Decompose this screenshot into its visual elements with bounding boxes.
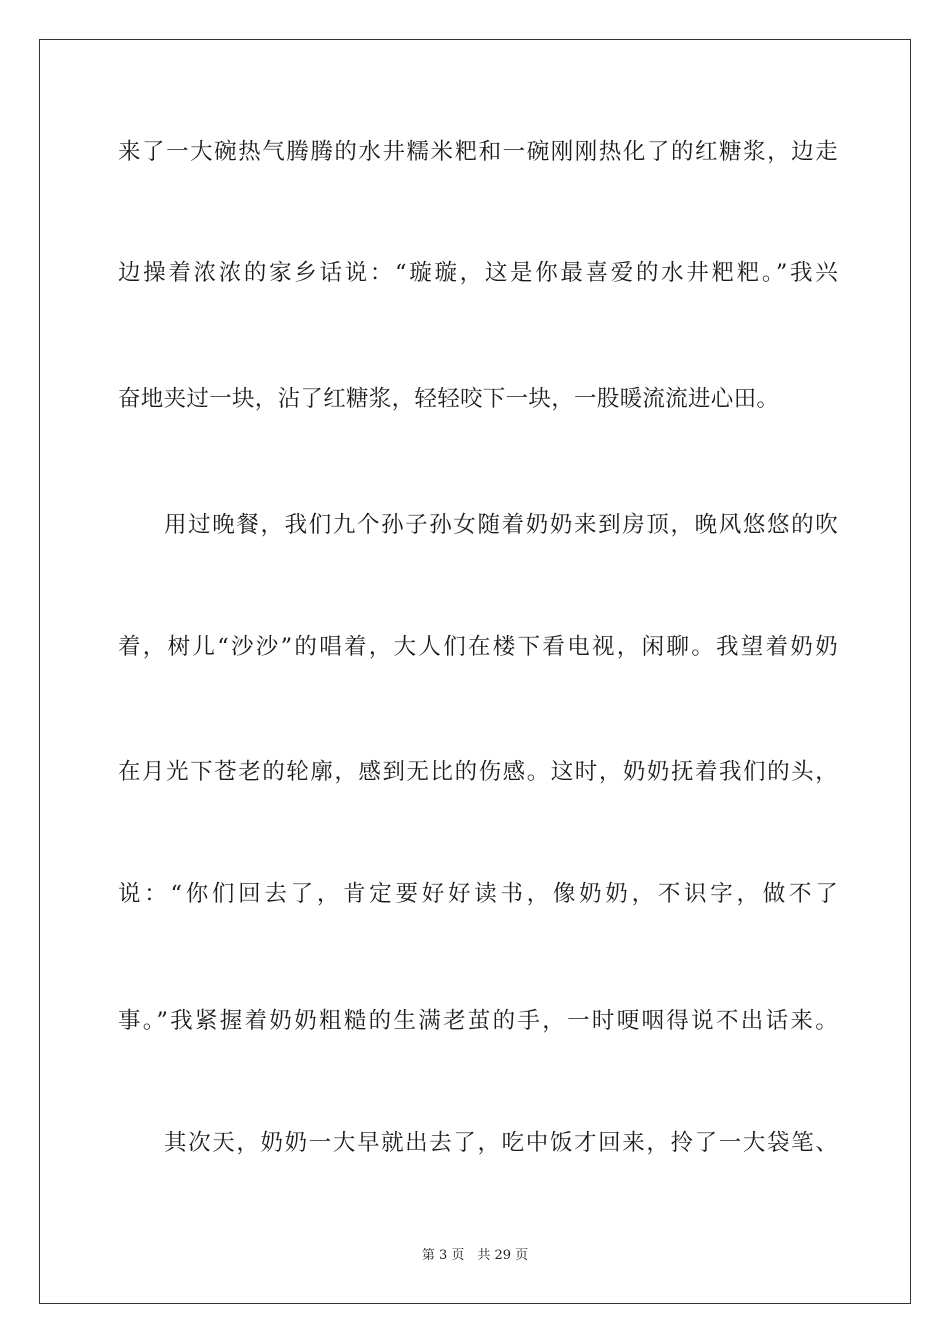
body-line-8: 事。”我紧握着奶奶粗糙的生满老茧的手，一时哽咽得说不出话来。: [118, 1008, 838, 1034]
body-line-6: 在月光下苍老的轮廓，感到无比的伤感。这时，奶奶抚着我们的头，: [118, 759, 838, 785]
body-line-5: 着，树儿“沙沙”的唱着，大人们在楼下看电视，闲聊。我望着奶奶: [118, 634, 838, 660]
body-line-3: 奋地夹过一块，沾了红糖浆，轻轻咬下一块，一股暖流流进心田。: [118, 386, 780, 412]
body-line-9: 其次天，奶奶一大早就出去了，吃中饭才回来，拎了一大袋笔、: [164, 1130, 838, 1156]
body-line-2: 边操着浓浓的家乡话说：“璇璇，这是你最喜爱的水井粑粑。”我兴: [118, 260, 838, 286]
page-number-footer: 第 3 页 共 29 页: [421, 1248, 529, 1263]
body-line-4: 用过晚餐，我们九个孙子孙女随着奶奶来到房顶，晚风悠悠的吹: [164, 512, 838, 538]
body-line-7: 说：“你们回去了，肯定要好好读书，像奶奶，不识字，做不了: [118, 881, 838, 907]
page-border: [39, 39, 911, 1304]
body-line-1: 来了一大碗热气腾腾的水井糯米粑和一碗刚刚热化了的红糖浆，边走: [118, 139, 838, 165]
